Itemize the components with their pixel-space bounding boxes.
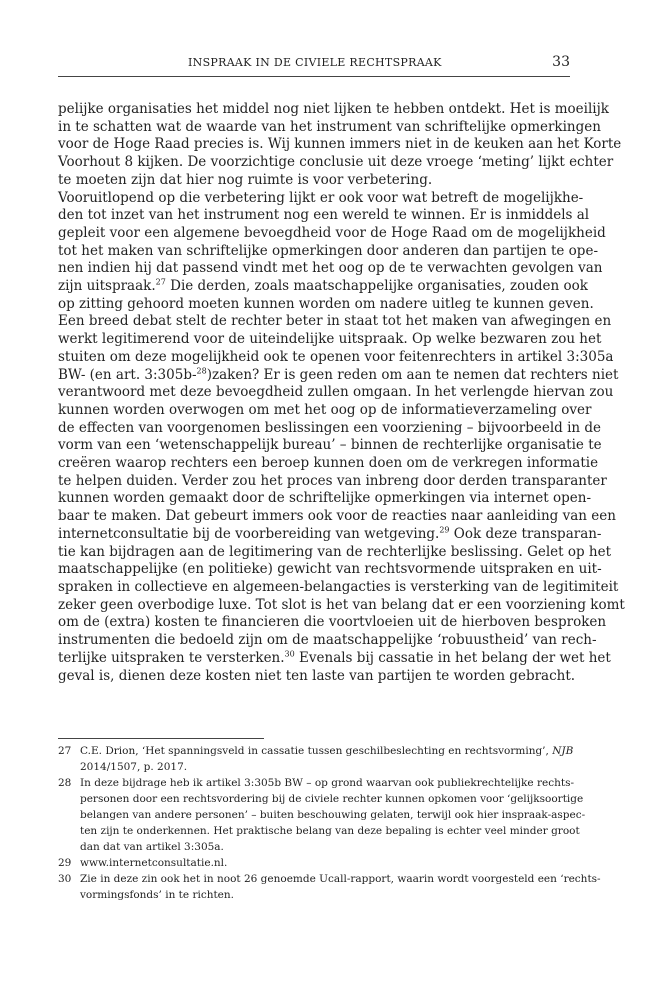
footnote-line: dan dat van artikel 3:305a. <box>80 841 224 853</box>
footnote-line: In deze bijdrage heb ik artikel 3:305b BW – op grond waarvan ook publiekrechtelijke rechts- <box>80 777 575 789</box>
footnote-28 <box>58 775 586 855</box>
body-line <box>58 649 611 668</box>
footnote-number: 29 <box>58 857 72 869</box>
footnote-number: 30 <box>58 873 72 885</box>
footnote-30 <box>58 871 601 903</box>
line-text: terlijke uitspraken te versterken. <box>58 649 285 666</box>
footnote-line: vormingsfonds’ in te richten. <box>80 889 234 901</box>
body-line: instrumenten die bedoeld zijn om de maatschappelijke ‘robuustheid’ van rech- <box>58 632 597 649</box>
body-line: zeker geen overbodige luxe. Tot slot is het van belang dat er een voorziening komt <box>58 596 625 613</box>
body-line: werkt legitimerend voor de uiteindelijke uitspraak. Op welke bezwaren zou het <box>58 331 602 348</box>
footnote-line <box>80 743 574 759</box>
footnote-number: 28 <box>58 777 72 789</box>
line-text: zijn uitspraak. <box>58 278 156 295</box>
body-line: verantwoord met deze bevoegdheid zullen omgaan. In het verlengde hiervan zou <box>58 384 614 401</box>
body-line: spraken in collectieve en algemeen-belangacties is versterking van de legitimiteit <box>58 578 619 595</box>
footnote-rule <box>58 738 264 739</box>
body-line <box>58 366 619 385</box>
journal-abbrev: NJB <box>552 745 574 757</box>
footnote-ref-30[interactable]: 30 <box>284 649 295 659</box>
body-line: Voorhout 8 kijken. De voorzichtige conclusie uit deze vroege ‘meting’ lijkt echter <box>58 154 614 171</box>
body-line: stuiten om deze mogelijkheid ook te openen voor feitenrechters in artikel 3:305a <box>58 348 614 365</box>
footnotes <box>58 743 601 903</box>
body-line: creëren waarop rechters een beroep kunnen doen om de verkregen informatie <box>58 455 599 472</box>
body-line: den tot inzet van het instrument nog een wereld te winnen. Er is inmiddels al <box>58 207 590 224</box>
footnote-ref-28[interactable]: 28 <box>196 366 207 376</box>
footnote-link[interactable]: www.internetconsultatie.nl. <box>80 857 228 869</box>
body-line: gepleit voor een algemene bevoegdheid voor de Hoge Raad om de mogelijkheid <box>58 224 606 241</box>
body-line: de effecten van voorgenomen beslissingen een voorziening – bijvoorbeeld in de <box>58 419 602 436</box>
footnote-ref-29[interactable]: 29 <box>439 525 450 535</box>
body-line: kunnen worden overwogen om met het oog op de informatieverzameling over <box>58 401 592 418</box>
body-line: tie kan bijdragen aan de legitimering van de rechterlijke beslissing. Gelet op het <box>58 543 612 560</box>
body-line <box>58 277 588 296</box>
line-text: Die derden, zoals maatschappelijke organisaties, zouden ook <box>165 278 588 295</box>
line-text: BW- (en art. 3:305b- <box>58 366 197 383</box>
body-line: voor de Hoge Raad precies is. Wij kunnen immers niet in de keuken aan het Korte <box>58 136 622 153</box>
footnote-number: 27 <box>58 745 72 757</box>
running-title: INSPRAAK IN DE CIVIELE RECHTSPRAAK <box>188 56 442 69</box>
body-line: te helpen duiden. Verder zou het proces van inbreng door derden transparanter <box>58 472 607 489</box>
body-line: kunnen worden gemaakt door de schriftelijke opmerkingen via internet open- <box>58 490 592 507</box>
line-text: )zaken? Er is geen reden om aan te nemen dat rechters niet <box>206 366 619 383</box>
body-line: vorm van een ‘wetenschappelijk bureau’ – binnen de rechterlijke organisatie te <box>58 437 602 454</box>
body-line: te moeten zijn dat hier nog ruimte is voor verbetering. <box>58 171 433 188</box>
body-line <box>58 525 602 544</box>
line-text: Evenals bij cassatie in het belang der wet het <box>294 649 611 666</box>
footnote-line: personen door een rechtsvordering bij de civiele rechter kunnen opkomen voor ‘gelijksoortige <box>80 793 584 805</box>
body-line: tot het maken van schriftelijke opmerkingen door anderen dan partijen te ope- <box>58 242 598 259</box>
body-line: in te schatten wat de waarde van het instrument van schriftelijke opmerkingen <box>58 118 601 135</box>
body-line: baar te maken. Dat gebeurt immers ook voor de reacties naar aanleiding van een <box>58 508 616 525</box>
footnote-line: ten zijn te onderkennen. Het praktische belang van deze bepaling is echter veel minder groot <box>80 825 580 837</box>
body-line: op zitting gehoord moeten kunnen worden om nadere uitleg te kunnen geven. <box>58 295 594 312</box>
footnote-ref-27[interactable]: 27 <box>155 277 166 287</box>
body-line: maatschappelijke (en politieke) gewicht van rechtsvormende uitspraken en uit- <box>58 561 602 578</box>
line-text: Ook deze transparan- <box>449 525 602 542</box>
footnote-line: Zie in deze zin ook het in noot 26 genoemde Ucall-rapport, waarin wordt voorgesteld een ‘rechts- <box>80 873 601 885</box>
running-header <box>58 56 570 74</box>
footnote-29 <box>58 855 570 871</box>
body-line: geval is, dienen deze kosten niet ten laste van partijen te worden gebracht. <box>58 667 576 684</box>
line-text: internetconsultatie bij de voorbereiding van wetgeving. <box>58 525 440 542</box>
body-line: om de (extra) kosten te financieren die voortvloeien uit de hierboven besproken <box>58 614 607 631</box>
body-line: nen indien hij dat passend vindt met het oog op de te verwachten gevolgen van <box>58 260 603 277</box>
footnote-text: C.E. Drion, ‘Het spanningsveld in cassatie tussen geschilbeslechting en rechtsvorming’, <box>80 745 553 757</box>
footnote-line: belangen van andere personen’ – buiten beschouwing gelaten, terwijl ook hier inspraak-aspec- <box>80 809 586 821</box>
body-text <box>58 101 625 685</box>
header-rule <box>58 76 570 77</box>
body-line: Vooruitlopend op die verbetering lijkt er ook voor wat betreft de mogelijkhe- <box>58 189 584 206</box>
page-number: 33 <box>552 54 570 70</box>
footnote-line: 2014/1507, p. 2017. <box>80 761 188 773</box>
body-line: pelijke organisaties het middel nog niet lijken te hebben ontdekt. Het is moeilijk <box>58 101 609 117</box>
body-line: Een breed debat stelt de rechter beter in staat tot het maken van afwegingen en <box>58 313 612 330</box>
footnote-27 <box>58 743 574 775</box>
